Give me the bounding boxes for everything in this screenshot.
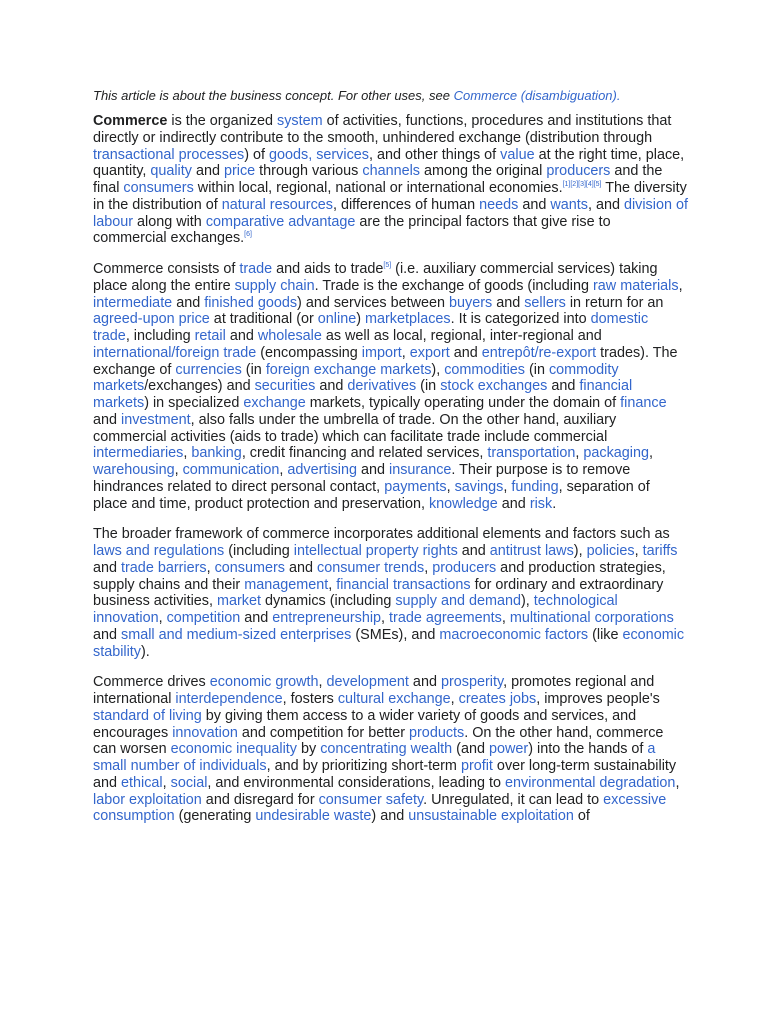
- article-link[interactable]: foreign exchange markets: [265, 361, 432, 378]
- article-link[interactable]: environmental degradation: [505, 774, 676, 791]
- article-link[interactable]: power: [489, 741, 529, 758]
- article-link[interactable]: finished goods: [204, 294, 298, 311]
- paragraph-text: ,: [318, 674, 327, 691]
- article-link[interactable]: creates jobs: [458, 691, 537, 707]
- article-link[interactable]: currencies: [175, 361, 242, 378]
- paragraph-text: ,: [649, 445, 653, 462]
- article-link[interactable]: exchange: [243, 395, 306, 411]
- paragraph-text: ) in specialized: [144, 395, 244, 411]
- article-link[interactable]: warehousing: [93, 462, 175, 478]
- article-link[interactable]: macroeconomic factors: [439, 626, 589, 643]
- paragraph-text: are the principal factors that give rise to commercial exchanges.: [93, 213, 611, 247]
- paragraph-text: ,: [158, 610, 167, 626]
- article-link[interactable]: small and medium-sized enterprises: [121, 626, 352, 643]
- paragraph-text: ,: [206, 559, 215, 576]
- paragraph-text: and: [408, 674, 441, 691]
- paragraph-3: [93, 526, 688, 660]
- article-link[interactable]: import: [361, 344, 402, 361]
- paragraph-text: (including: [224, 543, 294, 559]
- paragraph-text: .: [552, 495, 557, 512]
- paragraph-text: in return for an: [565, 294, 664, 311]
- paragraph-text: . Trade is the exchange of goods (including: [314, 277, 594, 294]
- paragraph-text: The diversity in the distribution of: [93, 180, 687, 213]
- article-subject: Commerce: [93, 113, 168, 129]
- article-link[interactable]: tariffs: [642, 543, 678, 559]
- paragraph-text: ,: [503, 478, 512, 495]
- paragraph-text: and disregard for: [201, 791, 319, 808]
- paragraph-text: ) of: [244, 146, 269, 163]
- paragraph-text: ,: [328, 576, 337, 593]
- article-link[interactable]: interdependence: [175, 691, 283, 707]
- paragraph-text: and: [315, 378, 348, 395]
- citation-link[interactable]: [6]: [244, 231, 252, 239]
- paragraph-text: and production strategies, supply chains and their: [93, 559, 666, 593]
- article-link[interactable]: products: [409, 724, 465, 741]
- paragraph-text: (in: [416, 378, 441, 395]
- paragraph-text: ,: [501, 610, 510, 626]
- paragraph-text: ,: [446, 478, 455, 495]
- paragraph-text: and aids to trade: [272, 261, 384, 277]
- paragraph-text: and the final: [93, 163, 663, 196]
- paragraph-text: and: [518, 196, 551, 213]
- article-link[interactable]: concentrating wealth: [320, 741, 453, 758]
- paragraph-text: (SMEs), and: [351, 626, 440, 643]
- paragraph-text: and: [449, 344, 482, 361]
- paragraph-text: , improves people's: [536, 691, 660, 707]
- article-link[interactable]: policies: [586, 543, 635, 559]
- paragraph-text: , and by prioritizing short-term: [266, 758, 461, 774]
- article-link[interactable]: sellers: [524, 294, 566, 311]
- article-link[interactable]: advertising: [287, 462, 357, 478]
- paragraph-text: and: [172, 294, 205, 311]
- article-link[interactable]: securities: [254, 378, 316, 395]
- article-link[interactable]: excessive consumption: [93, 791, 667, 825]
- paragraph-text: along with: [133, 213, 206, 230]
- article-link[interactable]: value: [500, 146, 535, 163]
- article-link[interactable]: trade: [239, 261, 273, 277]
- paragraph-text: ,: [675, 774, 680, 791]
- article-link[interactable]: stock exchanges: [440, 378, 548, 395]
- paragraph-text: for ordinary and extraordinary business activities,: [93, 576, 664, 610]
- article-link[interactable]: intermediate: [93, 294, 173, 311]
- paragraph-text: (in: [524, 361, 549, 378]
- article-link[interactable]: risk: [529, 495, 553, 512]
- article-link[interactable]: export: [409, 344, 450, 361]
- paragraph-1: [93, 113, 688, 247]
- article-link[interactable]: unsustainable exploitation: [408, 808, 574, 825]
- citation-link[interactable]: [1][2][3][4][5]: [562, 181, 602, 189]
- paragraph-text: over long-term sustainability and: [93, 758, 677, 791]
- article-link[interactable]: supply and demand: [395, 593, 521, 610]
- paragraph-text: . Unregulated, it can lead to: [423, 791, 604, 808]
- article-link[interactable]: price: [223, 163, 256, 180]
- paragraph-text: ,: [279, 462, 288, 478]
- paragraph-text: (in: [241, 361, 266, 378]
- article-link[interactable]: banking: [191, 445, 242, 462]
- article-link[interactable]: wholesale: [257, 328, 322, 344]
- paragraph-text: ),: [573, 543, 587, 559]
- paragraph-text: by: [296, 741, 321, 758]
- article-link[interactable]: supply chain: [234, 277, 315, 294]
- paragraph-text: , and other things of: [368, 146, 501, 163]
- paragraph-text: and competition for better: [237, 724, 410, 741]
- paragraph-text: by giving them access to a wider variety of goods and services, and encourages: [93, 707, 637, 741]
- article-link[interactable]: management: [244, 576, 329, 593]
- paragraph-text: of: [573, 808, 590, 825]
- article-link[interactable]: wants: [550, 196, 588, 213]
- paragraph-text: and: [93, 411, 122, 428]
- article-link[interactable]: communication: [182, 462, 280, 478]
- article-link[interactable]: international/foreign trade: [93, 344, 257, 361]
- article-link[interactable]: labor exploitation: [93, 791, 202, 808]
- paragraph-text: The broader framework of commerce incorporates additional elements and factors such as: [93, 526, 670, 543]
- paragraph-text: (and: [452, 741, 489, 758]
- article-link[interactable]: intermediaries: [93, 445, 184, 462]
- paragraph-text: ,: [174, 462, 183, 478]
- paragraph-text: and: [547, 378, 580, 395]
- article-link[interactable]: competition: [166, 610, 241, 626]
- paragraph-text: Commerce consists of: [93, 261, 240, 277]
- paragraph-text: ) and services between: [297, 294, 450, 311]
- article-link[interactable]: trade barriers: [121, 559, 207, 576]
- article-link[interactable]: antitrust laws: [489, 543, 574, 559]
- paragraph-text: , promotes regional and international: [93, 674, 655, 707]
- paragraph-text: within local, regional, national or international economies.: [193, 180, 563, 196]
- paragraph-text: , including: [125, 328, 195, 344]
- article-link[interactable]: trade agreements: [389, 610, 502, 626]
- paragraph-text: ,: [401, 344, 410, 361]
- article-link[interactable]: innovation: [172, 724, 238, 741]
- article-link[interactable]: marketplaces: [365, 311, 451, 328]
- hatnote-disambiguation-link[interactable]: Commerce (disambiguation).: [453, 88, 621, 103]
- article-link[interactable]: knowledge: [428, 495, 498, 512]
- paragraph-text: ),: [520, 593, 534, 610]
- article-link[interactable]: commodities: [444, 361, 525, 378]
- paragraph-text: and: [225, 328, 258, 344]
- paragraph-text: ,: [183, 445, 192, 462]
- paragraph-text: through various: [255, 163, 363, 180]
- article-link[interactable]: commodity markets: [93, 361, 619, 395]
- article-body: [93, 86, 688, 839]
- article-link[interactable]: online: [317, 311, 357, 328]
- article-link[interactable]: laws and regulations: [93, 543, 225, 559]
- paragraph-text: and: [93, 626, 122, 643]
- paragraph-text: , fosters: [282, 691, 338, 707]
- article-link[interactable]: social: [170, 774, 208, 791]
- article-link[interactable]: technological innovation: [93, 593, 618, 626]
- paragraph-text: ,: [575, 445, 584, 462]
- paragraph-text: , separation of place and time, product protection and preservation,: [93, 478, 650, 512]
- article-link[interactable]: transactional processes: [93, 146, 245, 163]
- article-link[interactable]: investment: [121, 411, 191, 428]
- paragraph-text: and: [497, 495, 530, 512]
- article-link[interactable]: entrepreneurship: [272, 610, 382, 626]
- paragraph-text: (like: [588, 626, 623, 643]
- paragraph-text: ).: [141, 643, 150, 660]
- article-link[interactable]: economic stability: [93, 626, 685, 660]
- paragraph-text: at traditional (or: [209, 311, 318, 328]
- article-link[interactable]: economic growth: [209, 674, 319, 691]
- paragraph-text: and: [457, 543, 490, 559]
- hatnote: [93, 86, 688, 105]
- article-link[interactable]: market: [216, 593, 261, 610]
- paragraph-text: ,: [162, 774, 171, 791]
- article-link[interactable]: comparative advantage: [205, 213, 356, 230]
- article-link[interactable]: natural resources: [221, 196, 333, 213]
- paragraph-text: and: [492, 294, 525, 311]
- paragraph-text: (encompassing: [256, 344, 362, 361]
- article-link[interactable]: system: [277, 113, 323, 129]
- article-link[interactable]: consumer trends: [317, 559, 425, 576]
- paragraph-text: of activities, functions, procedures and institutions that directly or indirectly contribute to the smooth, unhindered exchange (distribution through: [93, 113, 672, 146]
- paragraphs: [93, 113, 688, 825]
- paragraph-text: (generating: [174, 808, 256, 825]
- article-link[interactable]: needs: [479, 196, 519, 213]
- article-link[interactable]: finance: [620, 395, 667, 411]
- paragraph-text: and: [93, 559, 122, 576]
- article-link[interactable]: ethical: [121, 774, 163, 791]
- article-link[interactable]: goods, services: [268, 146, 369, 163]
- article-link[interactable]: consumer safety: [318, 791, 424, 808]
- article-link[interactable]: undesirable waste: [255, 808, 372, 825]
- paragraph-text: as well as local, regional, inter-regional and: [321, 328, 602, 344]
- paragraph-text: ) and: [371, 808, 409, 825]
- paragraph-text: and: [191, 163, 224, 180]
- article-link[interactable]: intellectual property rights: [293, 543, 458, 559]
- article-link[interactable]: retail: [194, 328, 226, 344]
- paragraph-text: is the organized: [167, 113, 277, 129]
- article-link[interactable]: consumers: [214, 559, 285, 576]
- hatnote-text: This article is about the business concept. For other uses, see: [93, 88, 454, 103]
- paragraph-text: , and: [587, 196, 624, 213]
- paragraph-text: ,: [381, 610, 390, 626]
- paragraph-text: . Their purpose is to remove hindrances related to direct personal contact,: [93, 462, 631, 495]
- paragraph-text: ,: [678, 277, 683, 294]
- article-link[interactable]: producers: [546, 163, 611, 180]
- article-link[interactable]: cultural exchange: [337, 691, 451, 707]
- article-link[interactable]: packaging: [583, 445, 649, 462]
- paragraph-text: ,: [634, 543, 643, 559]
- paragraph-text: at the right time, place, quantity,: [93, 146, 685, 180]
- article-link[interactable]: channels: [362, 163, 420, 180]
- paragraph-text: and: [284, 559, 317, 576]
- article-link[interactable]: raw materials: [593, 277, 679, 294]
- article-link[interactable]: division of labour: [93, 196, 688, 230]
- article-link[interactable]: consumers: [123, 180, 194, 196]
- article-link[interactable]: economic inequality: [170, 741, 297, 758]
- paragraph-text: ,: [424, 559, 433, 576]
- paragraph-text: among the original: [419, 163, 547, 180]
- article-link[interactable]: domestic trade: [93, 311, 649, 344]
- article-link[interactable]: buyers: [449, 294, 493, 311]
- paragraph-text: and: [240, 610, 273, 626]
- article-link[interactable]: payments: [384, 478, 447, 495]
- paragraph-text: . On the other hand, commerce can worsen: [93, 724, 664, 758]
- article-link[interactable]: quality: [150, 163, 192, 180]
- article-link[interactable]: profit: [460, 758, 493, 774]
- paragraph-text: ) into the hands of: [528, 741, 648, 758]
- article-link[interactable]: agreed-upon price: [93, 311, 210, 328]
- paragraph-text: ),: [431, 361, 445, 378]
- article-link[interactable]: financial transactions: [336, 576, 471, 593]
- article-link[interactable]: financial markets: [93, 378, 633, 411]
- article-link[interactable]: prosperity: [440, 674, 504, 691]
- paragraph-text: and: [356, 462, 389, 478]
- article-link[interactable]: savings: [454, 478, 504, 495]
- article-link[interactable]: funding: [511, 478, 559, 495]
- paragraph-text: Commerce drives: [93, 674, 210, 691]
- paragraph-2: [93, 261, 688, 512]
- paragraph-text: ,: [450, 691, 459, 707]
- paragraph-text: ): [356, 311, 366, 328]
- paragraph-text: , and environmental considerations, leading to: [207, 774, 506, 791]
- article-link[interactable]: entrepôt/re-export: [481, 344, 597, 361]
- article-link[interactable]: producers: [432, 559, 497, 576]
- article-link[interactable]: derivatives: [347, 378, 417, 395]
- article-link[interactable]: a small number of individuals: [93, 741, 656, 774]
- paragraph-text: dynamics (including: [260, 593, 396, 610]
- citation-link[interactable]: [5]: [383, 262, 392, 270]
- paragraph-text: (i.e. auxiliary commercial services) taking place along the entire: [93, 261, 658, 294]
- paragraph-text: , also falls under the umbrella of trade. On the other hand, auxiliary commercial activities (aids to trade) which can facilitate trade include commercial: [93, 411, 617, 445]
- paragraph-4: [93, 674, 688, 825]
- paragraph-text: markets, typically operating under the domain of: [305, 395, 621, 411]
- article-link[interactable]: multinational corporations: [509, 610, 674, 626]
- article-link[interactable]: development: [326, 674, 409, 691]
- article-link[interactable]: insurance: [389, 462, 452, 478]
- paragraph-text: , credit financing and related services,: [241, 445, 488, 462]
- article-link[interactable]: transportation: [487, 445, 576, 462]
- paragraph-text: , differences of human: [332, 196, 480, 213]
- paragraph-text: /exchanges) and: [144, 378, 255, 395]
- paragraph-text: . It is categorized into: [450, 311, 591, 328]
- article-link[interactable]: standard of living: [93, 707, 202, 724]
- paragraph-text: trades). The exchange of: [93, 344, 678, 378]
